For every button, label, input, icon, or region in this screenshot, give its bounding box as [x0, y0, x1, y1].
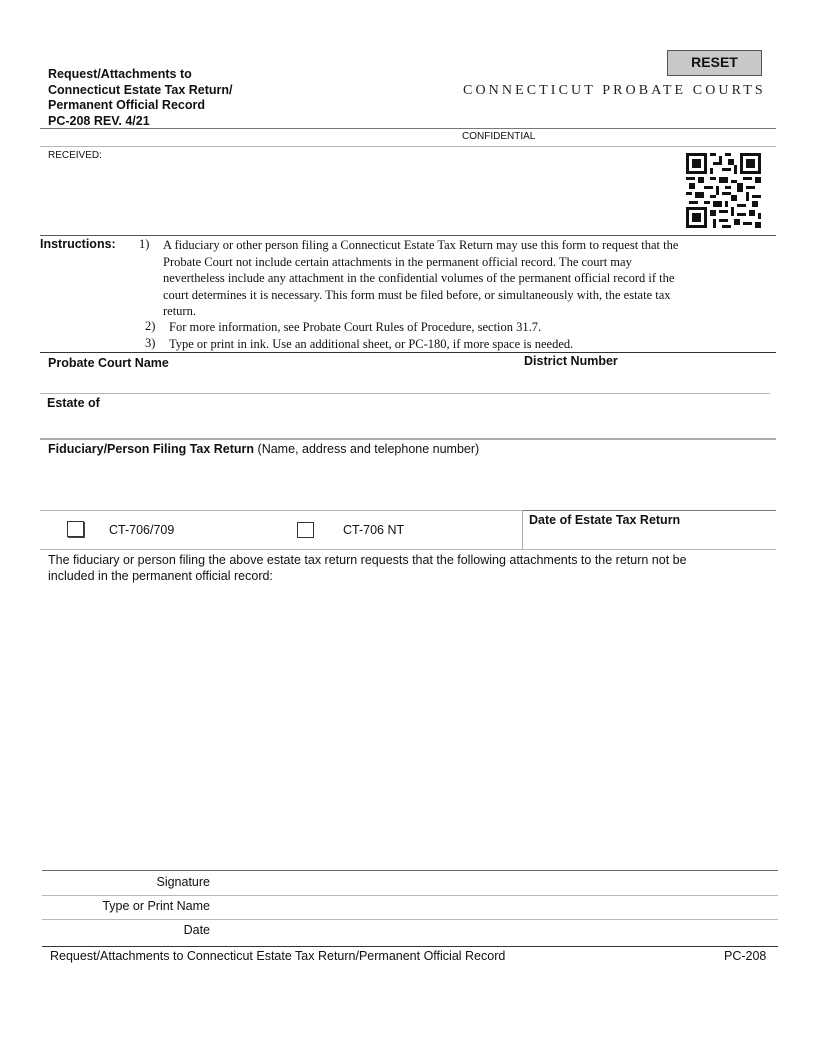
request-statement-line: The fiduciary or person filing the above estate tax return requests that the following attachments to the return not be: [48, 553, 687, 567]
print-name-label: Type or Print Name: [102, 899, 210, 913]
footer-form-code: PC-208: [724, 949, 767, 963]
print-name-field[interactable]: [216, 896, 776, 918]
divider: [522, 510, 776, 511]
attachments-field[interactable]: [44, 590, 776, 865]
ct706-709-label: CT-706/709: [109, 523, 175, 537]
signature-label: Signature: [156, 875, 210, 889]
divider: [42, 870, 778, 871]
date-of-return-field[interactable]: [526, 530, 774, 548]
divider: [40, 549, 776, 550]
fiduciary-label-bold: Fiduciary/Person Filing Tax Return: [48, 442, 255, 456]
district-number-label: District Number: [524, 354, 618, 368]
instruction-line: return.: [163, 304, 196, 318]
instruction-line: nevertheless include any attachment in the confidential volumes of the permanent official record if the: [163, 271, 675, 285]
instructions-label: Instructions:: [40, 237, 116, 251]
divider: [40, 438, 776, 440]
estate-of-label: Estate of: [47, 396, 100, 410]
instruction-line: court determines it is necessary. This form must be filed before, or simultaneously with, the estate tax: [163, 287, 671, 302]
request-statement-line: included in the permanent official record:: [48, 569, 273, 583]
fiduciary-label-note: (Name, address and telephone number): [254, 442, 480, 456]
instruction-number: 2): [145, 319, 156, 333]
instruction-number: 3): [145, 336, 156, 350]
fiduciary-field[interactable]: [44, 460, 774, 508]
divider: [42, 946, 778, 947]
received-label: RECEIVED:: [48, 150, 102, 161]
court-name: CONNECTICUT PROBATE COURTS: [463, 83, 766, 98]
qr-code-icon: [686, 153, 761, 228]
divider: [40, 146, 776, 147]
reset-button[interactable]: RESET: [667, 50, 762, 76]
form-number: [48, 114, 233, 130]
ct706-709-checkbox[interactable]: [67, 521, 84, 537]
date-of-return-label: Date of Estate Tax Return: [529, 513, 681, 527]
divider: [522, 510, 523, 549]
instruction-item-2: For more information, see Probate Court Rules of Procedure, section 31.7.: [169, 320, 542, 334]
form-title-line-1: Request/Attachments to: [48, 67, 192, 81]
fiduciary-label: [48, 442, 479, 456]
date-label: Date: [183, 923, 210, 937]
form-title-line-2: Connecticut Estate Tax Return/: [48, 82, 233, 97]
instruction-number: 1): [139, 237, 150, 251]
instruction-line: Probate Court not include certain attachments in the permanent official record. The court may: [163, 254, 632, 269]
ct706nt-checkbox[interactable]: [297, 522, 314, 538]
confidential-label: CONFIDENTIAL: [462, 131, 536, 142]
footer-title: Request/Attachments to Connecticut Estate Tax Return/Permanent Official Record: [50, 949, 506, 963]
instruction-item-1: [163, 237, 773, 320]
instruction-item-3: Type or print in ink. Use an additional sheet, or PC-180, if more space is needed.: [169, 337, 574, 351]
form-title-line-3: Permanent Official Record: [48, 98, 205, 112]
signature-field[interactable]: [216, 872, 776, 894]
estate-of-field[interactable]: [44, 412, 774, 436]
divider: [40, 352, 776, 353]
form-title: [48, 67, 233, 129]
probate-court-name-label: Probate Court Name: [48, 356, 169, 370]
form-revision: 4/21: [125, 113, 150, 128]
district-number-field[interactable]: [520, 370, 770, 392]
instruction-line: A fiduciary or other person filing a Connecticut Estate Tax Return may use this form to request that the: [163, 238, 679, 252]
ct706nt-label: CT-706 NT: [343, 523, 405, 537]
divider: [40, 128, 776, 129]
signature-date-field[interactable]: [216, 920, 776, 944]
form-number-prefix: PC-208 REV.: [48, 113, 126, 128]
probate-court-name-field[interactable]: [44, 372, 514, 392]
divider: [40, 393, 770, 394]
divider: [40, 235, 776, 236]
request-statement: [48, 552, 687, 584]
